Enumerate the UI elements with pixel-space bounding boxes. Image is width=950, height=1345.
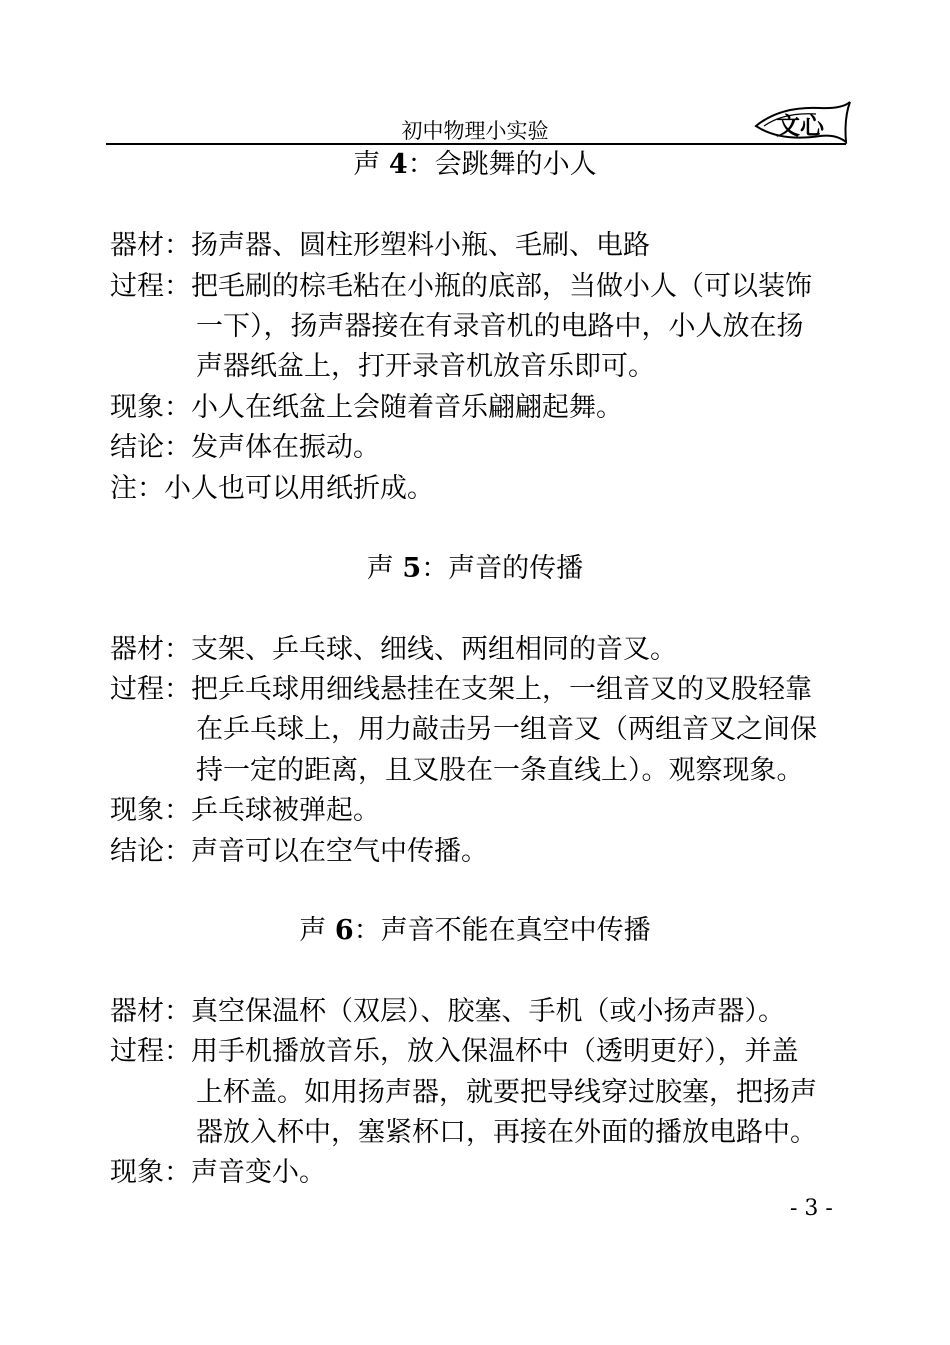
section-4-conclusion: 结论：发声体在振动。 bbox=[110, 432, 380, 463]
section-title-5: 声 5：声音的传播 bbox=[366, 553, 584, 584]
section-6-process: 过程：用手机播放音乐，放入保温杯中（透明更好），并盖 bbox=[110, 1036, 799, 1067]
section-5-materials: 器材：支架、乒乓球、细线、两组相同的音叉。 bbox=[110, 634, 677, 665]
section-4-process: 过程：把毛刷的棕毛粘在小瓶的底部，当做小人（可以装饰 bbox=[110, 271, 812, 302]
section-4-process-cont-2: 声器纸盆上，打开录音机放音乐即可。 bbox=[196, 351, 655, 382]
section-6-process-cont-2: 器放入杯中，塞紧杯口，再接在外面的播放电路中。 bbox=[196, 1117, 817, 1148]
section-5-process-cont-1: 在乒乓球上，用力敲击另一组音叉（两组音叉之间保 bbox=[196, 714, 817, 745]
section-5-process: 过程：把乒乓球用细线悬挂在支架上，一组音叉的叉股轻靠 bbox=[110, 674, 812, 705]
section-title-4: 声 4：会跳舞的小人 bbox=[353, 149, 597, 180]
wenxin-logo-icon bbox=[750, 98, 854, 146]
section-6-materials: 器材：真空保温杯（双层）、胶塞、手机（或小扬声器）。 bbox=[110, 996, 785, 1027]
section-5-conclusion: 结论：声音可以在空气中传播。 bbox=[110, 836, 488, 867]
page-number: - 3 - bbox=[790, 1196, 833, 1221]
section-6-phenomenon: 现象：声音变小。 bbox=[110, 1157, 326, 1188]
section-5-phenomenon: 现象：乒乓球被弹起。 bbox=[110, 795, 380, 826]
svg-text:文心: 文心 bbox=[776, 111, 824, 140]
section-6-process-cont-1: 上杯盖。如用扬声器，就要把导线穿过胶塞，把扬声 bbox=[196, 1077, 817, 1108]
section-4-phenomenon: 现象：小人在纸盆上会随着音乐翩翩起舞。 bbox=[110, 392, 623, 423]
section-5-process-cont-2: 持一定的距离，且叉股在一条直线上）。观察现象。 bbox=[196, 755, 804, 786]
section-title-6: 声 6：声音不能在真空中传播 bbox=[299, 915, 651, 946]
section-4-note: 注：小人也可以用纸折成。 bbox=[110, 473, 434, 504]
section-4-materials: 器材：扬声器、圆柱形塑料小瓶、毛刷、电路 bbox=[110, 230, 650, 261]
section-4-process-cont-1: 一下），扬声器接在有录音机的电路中，小人放在扬 bbox=[196, 311, 804, 342]
header-title: 初中物理小实验 bbox=[401, 119, 549, 143]
header-rule bbox=[106, 143, 846, 145]
